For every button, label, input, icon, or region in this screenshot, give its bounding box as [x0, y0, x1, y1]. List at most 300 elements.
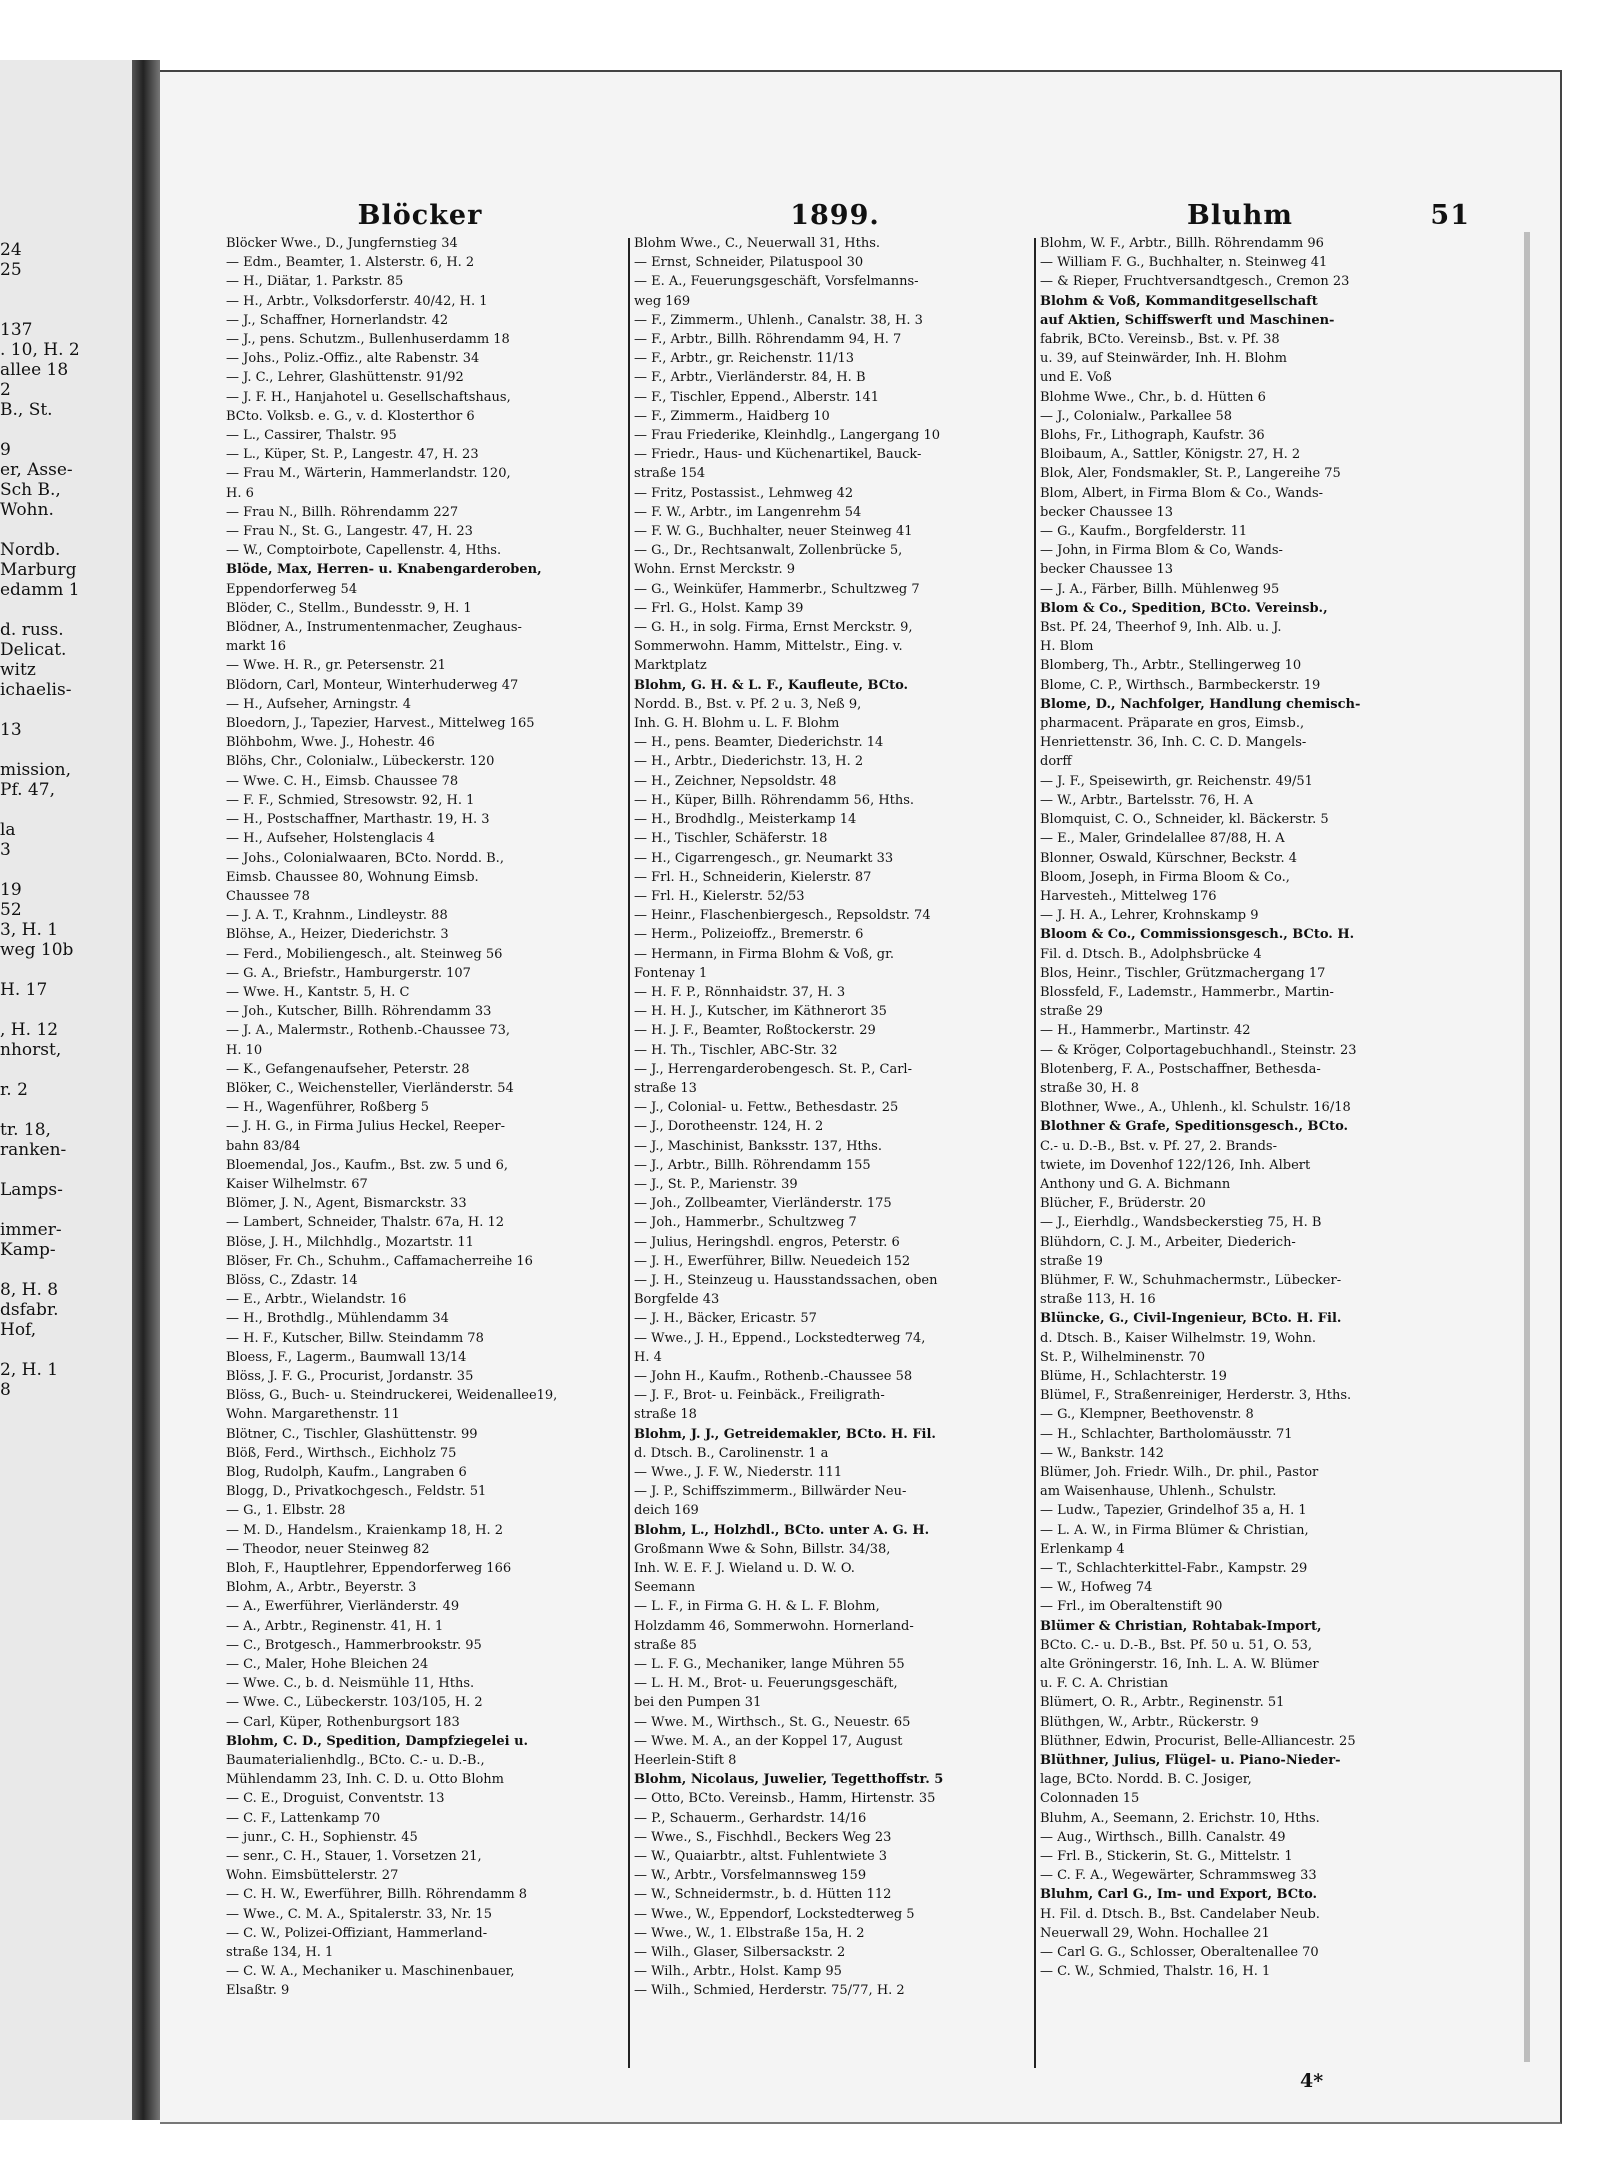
- directory-entry-line: Mühlendamm 23, Inh. C. D. u. Otto Blohm: [226, 1772, 505, 1788]
- facing-page-fragment: [0, 960, 132, 980]
- directory-entry-line: — H., Aufseher, Holstenglacis 4: [226, 831, 435, 847]
- facing-page-fragment: d. russ.: [0, 620, 64, 640]
- page-edge-shadow: [1524, 232, 1530, 2062]
- directory-entry-line: — J. F., Speisewirth, gr. Reichenstr. 49/51: [1040, 773, 1313, 789]
- directory-entry-line: — F., Arbtr., Billh. Röhrendamm 94, H. 7: [634, 332, 902, 348]
- directory-entry-line: Blomquist, C. O., Schneider, kl. Bäckerstr. 5: [1040, 812, 1329, 828]
- directory-entry-line: — Ludw., Tapezier, Grindelhof 35 a, H. 1: [1040, 1503, 1307, 1519]
- facing-page-fragment: edamm 1: [0, 580, 80, 600]
- directory-entry-line: Anthony und G. A. Bichmann: [1040, 1176, 1231, 1192]
- directory-entry-line: Blümel, F., Straßenreiniger, Herderstr. 3, Hths.: [1040, 1388, 1352, 1404]
- directory-entry-line: Blöss, J. F. G., Procurist, Jordanstr. 35: [226, 1368, 474, 1384]
- directory-entry-line: — G., Weinküfer, Hammerbr., Schultzweg 7: [634, 581, 920, 597]
- directory-entry-line: — & Kröger, Colportagebuchhandl., Steinstr. 23: [1040, 1042, 1357, 1058]
- directory-entry-line: — Ernst, Schneider, Pilatuspool 30: [634, 255, 864, 271]
- directory-entry-line: — J., pens. Schutzm., Bullenhuserdamm 18: [226, 332, 510, 348]
- directory-entry-line: Blümer, Joh. Friedr. Wilh., Dr. phil., Pastor: [1040, 1465, 1319, 1480]
- directory-entry-line: Blücher, F., Brüderstr. 20: [1040, 1196, 1206, 1212]
- facing-page-fragment: Delicat.: [0, 640, 67, 660]
- directory-entry-line: Blonner, Oswald, Kürschner, Beckstr. 4: [1040, 850, 1298, 866]
- directory-entry-line: — H., Hammerbr., Martinstr. 42: [1040, 1023, 1251, 1039]
- facing-page-fragment: allee 18: [0, 360, 69, 380]
- directory-entry-line: — L., Cassirer, Thalstr. 95: [226, 428, 397, 444]
- directory-entry-line: — H., Wagenführer, Roßberg 5: [226, 1100, 430, 1116]
- directory-entry-line: — Wwe. H., Kantstr. 5, H. C: [226, 984, 410, 1000]
- directory-entry-line: — F., Arbtr., gr. Reichenstr. 11/13: [634, 351, 854, 367]
- directory-entry-line: Blöhs, Chr., Colonialw., Lübeckerstr. 120: [226, 754, 495, 770]
- directory-entry-line: — Edm., Beamter, 1. Alsterstr. 6, H. 2: [226, 255, 475, 271]
- facing-page-fragment: [0, 1160, 132, 1180]
- directory-entry-line: lage, BCto. Nordd. B. C. Josiger,: [1040, 1772, 1252, 1788]
- directory-entry-line: bei den Pumpen 31: [634, 1695, 762, 1711]
- directory-entry-line: Wohn. Eimsbüttelerstr. 27: [226, 1868, 399, 1884]
- directory-entry-line: — F., Tischler, Eppend., Alberstr. 141: [634, 389, 880, 405]
- facing-page-fragment: Marburg: [0, 560, 77, 580]
- directory-entry-line: am Waisenhause, Uhlenh., Schulstr.: [1040, 1484, 1277, 1500]
- directory-entry-line: — John, in Firma Blom & Co, Wands-: [1040, 543, 1283, 559]
- directory-entry-line: — Ferd., Mobiliengesch., alt. Steinweg 56: [226, 946, 503, 962]
- directory-entry-line: Eppendorferweg 54: [226, 581, 358, 597]
- directory-entry-line: Blog, Rudolph, Kaufm., Langraben 6: [226, 1465, 467, 1480]
- directory-entry-line: — W., Comptoirbote, Capellenstr. 4, Hths.: [226, 543, 502, 559]
- directory-entry-line: Blödorn, Carl, Monteur, Winterhuderweg 47: [226, 677, 519, 693]
- directory-entry-line: — H., Tischler, Schäferstr. 18: [634, 831, 828, 847]
- directory-entry-line: BCto. C.- u. D.-B., Bst. Pf. 50 u. 51, O. 53,: [1040, 1637, 1313, 1653]
- directory-entry-line: — Wwe. C., Lübeckerstr. 103/105, H. 2: [226, 1695, 483, 1711]
- directory-entry-line: — Wwe. M. A., an der Koppel 17, August: [634, 1733, 903, 1749]
- directory-entry-line: Bluhm, A., Seemann, 2. Erichstr. 10, Hths.: [1040, 1810, 1320, 1826]
- directory-entry-line: — J. P., Schiffszimmerm., Billwärder Neu-: [634, 1484, 907, 1500]
- directory-entry-line: — junr., C. H., Sophienstr. 45: [226, 1829, 418, 1845]
- directory-entry-line: Blöde, Max, Herren- u. Knabengarderoben,: [226, 562, 542, 578]
- facing-page-fragment: [0, 1060, 132, 1080]
- facing-page-fragment: 2: [0, 380, 11, 400]
- directory-entry-line: Seemann: [634, 1580, 696, 1596]
- directory-column-3: [1040, 234, 1442, 1981]
- directory-entry-line: — Wwe. M., Wirthsch., St. G., Neuestr. 65: [634, 1714, 911, 1730]
- directory-entry-line: — Frau N., St. G., Langestr. 47, H. 23: [226, 524, 473, 540]
- directory-entry-line: — W., Arbtr., Vorsfelmannsweg 159: [634, 1868, 867, 1884]
- directory-entry-line: Chaussee 78: [226, 888, 310, 904]
- directory-entry-line: Blossfeld, F., Lademstr., Hammerbr., Martin-: [1040, 984, 1334, 1000]
- directory-entry-line: Blöker, C., Weichensteller, Vierländerstr. 54: [226, 1080, 514, 1096]
- facing-page-fragment: B., St.: [0, 400, 53, 420]
- directory-entry-line: Kaiser Wilhelmstr. 67: [226, 1176, 368, 1192]
- directory-entry-line: straße 13: [634, 1080, 697, 1096]
- directory-entry-line: Marktplatz: [634, 658, 707, 674]
- directory-entry-line: H. 4: [634, 1349, 662, 1365]
- directory-entry-line: — Joh., Hammerbr., Schultzweg 7: [634, 1215, 857, 1231]
- directory-entry-line: — Carl G. G., Schlosser, Oberaltenallee 70: [1040, 1945, 1319, 1961]
- directory-entry-line: — J. H., Steinzeug u. Hausstandssachen, oben: [634, 1272, 938, 1288]
- directory-entry-line: Blöse, J. H., Milchhdlg., Mozartstr. 11: [226, 1234, 474, 1250]
- directory-entry-line: Nordd. B., Bst. v. Pf. 2 u. 3, Neß 9,: [634, 696, 862, 712]
- directory-entry-line: — G. H., in solg. Firma, Ernst Merckstr. 9,: [634, 620, 913, 636]
- directory-entry-line: — Frau Friederike, Kleinhdlg., Langergang 10: [634, 428, 941, 444]
- directory-entry-line: Bloom, Joseph, in Firma Bloom & Co.,: [1040, 869, 1290, 885]
- directory-entry-line: — G., Dr., Rechtsanwalt, Zollenbrücke 5,: [634, 543, 903, 559]
- directory-entry-line: — J. F., Brot- u. Feinbäck., Freiligrath-: [634, 1388, 885, 1404]
- directory-entry-line: BCto. Volksb. e. G., v. d. Klosterthor 6: [226, 408, 475, 424]
- directory-entry-line: — Heinr., Flaschenbiergesch., Repsoldstr. 74: [634, 908, 931, 924]
- directory-entry-line: — J., Colonialw., Parkallee 58: [1040, 408, 1233, 424]
- directory-entry-line: — H. F. P., Rönnhaidstr. 37, H. 3: [634, 984, 846, 1000]
- facing-page-fragment: 2, H. 1: [0, 1360, 59, 1380]
- directory-entry-line: d. Dtsch. B., Kaiser Wilhelmstr. 19, Wohn.: [1040, 1330, 1317, 1346]
- directory-entry-line: — J. A., Malermstr., Rothenb.-Chaussee 73,: [226, 1023, 511, 1039]
- directory-entry-line: straße 134, H. 1: [226, 1945, 334, 1961]
- directory-entry-line: Bloibaum, A., Sattler, Königstr. 27, H. 2: [1040, 447, 1301, 463]
- directory-entry-line: Borgfelde 43: [634, 1292, 720, 1308]
- directory-entry-line: — Wwe., J. H., Eppend., Lockstedterweg 74,: [634, 1330, 926, 1346]
- directory-entry-line: Blom & Co., Spedition, BCto. Vereinsb.,: [1040, 600, 1328, 616]
- header-year: 1899.: [790, 200, 880, 231]
- directory-entry-line: Blöhbohm, Wwe. J., Hohestr. 46: [226, 735, 435, 751]
- directory-entry-line: pharmacent. Präparate en gros, Eimsb.,: [1040, 716, 1305, 732]
- directory-entry-line: u. 39, auf Steinwärder, Inh. H. Blohm: [1040, 351, 1288, 367]
- directory-entry-line: — Wwe., C. M. A., Spitalerstr. 33, Nr. 15: [226, 1906, 492, 1922]
- directory-entry-line: Blüthner, Julius, Flügel- u. Piano-Nieder-: [1040, 1753, 1341, 1769]
- directory-entry-line: Blöss, C., Zdastr. 14: [226, 1272, 358, 1288]
- header-right-keyword: Bluhm: [1187, 200, 1293, 231]
- directory-entry-line: Blühmer, F. W., Schuhmachermstr., Lübecker-: [1040, 1272, 1342, 1288]
- directory-entry-line: — Wwe., S., Fischhdl., Beckers Weg 23: [634, 1829, 892, 1845]
- directory-entry-line: Blömer, J. N., Agent, Bismarckstr. 33: [226, 1196, 467, 1212]
- directory-entry-line: — H., Brodhdlg., Meisterkamp 14: [634, 812, 857, 828]
- directory-entry-line: — C. E., Droguist, Conventstr. 13: [226, 1791, 445, 1807]
- directory-entry-line: H. 6: [226, 485, 254, 501]
- facing-page-fragment: Wohn.: [0, 500, 54, 520]
- facing-page-fragment: Hof,: [0, 1320, 37, 1340]
- directory-entry-line: — H., Zeichner, Nepsoldstr. 48: [634, 773, 837, 789]
- directory-entry-line: — Wilh., Arbtr., Holst. Kamp 95: [634, 1964, 842, 1980]
- directory-entry-line: — M. D., Handelsm., Kraienkamp 18, H. 2: [226, 1522, 504, 1538]
- directory-entry-line: Blüme, H., Schlachterstr. 19: [1040, 1368, 1227, 1384]
- directory-entry-line: straße 19: [1040, 1253, 1103, 1269]
- directory-entry-line: H. 10: [226, 1042, 263, 1058]
- directory-entry-line: St. P., Wilhelminenstr. 70: [1040, 1349, 1205, 1365]
- directory-entry-line: Blöhse, A., Heizer, Diederichstr. 3: [226, 927, 449, 943]
- directory-entry-line: deich 169: [634, 1503, 699, 1519]
- directory-entry-line: — Theodor, neuer Steinweg 82: [226, 1541, 430, 1557]
- directory-entry-line: — P., Schauerm., Gerhardstr. 14/16: [634, 1810, 867, 1826]
- directory-entry-line: Blok, Aler, Fondsmakler, St. P., Langereihe 75: [1040, 466, 1341, 482]
- directory-entry-line: — F., Zimmerm., Haidberg 10: [634, 408, 830, 424]
- directory-entry-line: twiete, im Dovenhof 122/126, Inh. Albert: [1040, 1157, 1311, 1173]
- directory-entry-line: — W., Schneidermstr., b. d. Hütten 112: [634, 1887, 892, 1903]
- directory-entry-line: Erlenkamp 4: [1040, 1541, 1125, 1557]
- directory-entry-line: Blohm, Nicolaus, Juwelier, Tegetthoffstr. 5: [634, 1772, 944, 1788]
- directory-entry-line: — H., Cigarrengesch., gr. Neumarkt 33: [634, 850, 894, 866]
- directory-entry-line: — G., 1. Elbstr. 28: [226, 1503, 346, 1519]
- directory-entry-line: — F. F., Schmied, Stresowstr. 92, H. 1: [226, 792, 475, 808]
- directory-column-1: [226, 234, 628, 2001]
- directory-entry-line: — William F. G., Buchhalter, n. Steinweg 41: [1040, 255, 1328, 271]
- directory-entry-line: Blödner, A., Instrumentenmacher, Zeughaus-: [226, 620, 522, 636]
- facing-page-fragment: 137: [0, 320, 33, 340]
- directory-entry-line: Blöcker Wwe., D., Jungfernstieg 34: [226, 236, 458, 251]
- directory-entry-line: — J. H., Ewerführer, Billw. Neuedeich 152: [634, 1253, 911, 1269]
- directory-entry-line: — Frau N., Billh. Röhrendamm 227: [226, 504, 459, 520]
- directory-entry-line: — Wwe. C., b. d. Neismühle 11, Hths.: [226, 1676, 475, 1692]
- directory-entry-line: Blothner, Wwe., A., Uhlenh., kl. Schulstr. 16/18: [1040, 1100, 1351, 1116]
- directory-entry-line: Heerlein-Stift 8: [634, 1753, 737, 1769]
- facing-page-fragment: 9: [0, 440, 11, 460]
- facing-page-fragment: [0, 700, 132, 720]
- facing-page-fragment: Sch B.,: [0, 480, 61, 500]
- facing-page-fragment: [0, 1260, 132, 1280]
- directory-entry-line: straße 154: [634, 466, 706, 482]
- directory-entry-line: Blohm, A., Arbtr., Beyerstr. 3: [226, 1580, 417, 1596]
- directory-entry-line: — Frl. B., Stickerin, St. G., Mittelstr. 1: [1040, 1849, 1293, 1865]
- directory-entry-line: — L. F., in Firma G. H. & L. F. Blohm,: [634, 1599, 880, 1615]
- facing-page-fragment: 52: [0, 900, 22, 920]
- directory-entry-line: — L., Küper, St. P., Langestr. 47, H. 23: [226, 447, 479, 463]
- directory-entry-line: — F., Zimmerm., Uhlenh., Canalstr. 38, H. 3: [634, 312, 923, 328]
- directory-entry-line: — J., Arbtr., Billh. Röhrendamm 155: [634, 1157, 871, 1173]
- directory-entry-line: Blohm, J. J., Getreidemakler, BCto. H. Fil.: [634, 1426, 936, 1442]
- directory-entry-line: — L. F. G., Mechaniker, lange Mühren 55: [634, 1657, 905, 1673]
- book-spine: [132, 60, 160, 2120]
- directory-entry-line: Baumaterialienhdlg., BCto. C.- u. D.-B.,: [226, 1753, 485, 1769]
- column-rule-1: [628, 238, 630, 2068]
- facing-page-fragment: [0, 800, 132, 820]
- directory-entry-line: Blümert, O. R., Arbtr., Reginenstr. 51: [1040, 1695, 1285, 1711]
- facing-page-fragment: weg 10b: [0, 940, 74, 960]
- facing-page-fragment: ranken-: [0, 1140, 67, 1160]
- directory-entry-line: — Wwe., W., Eppendorf, Lockstedterweg 5: [634, 1906, 915, 1922]
- facing-page-fragment: [0, 1340, 132, 1360]
- directory-entry-line: — E., Arbtr., Wielandstr. 16: [226, 1292, 407, 1308]
- directory-column-2: [634, 234, 1036, 2001]
- directory-entry-line: Blothner & Grafe, Speditionsgesch., BCto.: [1040, 1119, 1349, 1135]
- directory-entry-line: — E. A., Feuerungsgeschäft, Vorsfelmanns-: [634, 274, 919, 290]
- facing-page-fragments: [0, 240, 132, 1400]
- directory-entry-line: — F. W. G., Buchhalter, neuer Steinweg 41: [634, 524, 913, 540]
- page-number: 51: [1430, 200, 1470, 231]
- directory-entry-line: Blos, Heinr., Tischler, Grützmachergang 17: [1040, 965, 1326, 981]
- directory-entry-line: — W., Bankstr. 142: [1040, 1445, 1164, 1461]
- facing-page-fragment: [0, 520, 132, 540]
- directory-entry-line: fabrik, BCto. Vereinsb., Bst. v. Pf. 38: [1040, 332, 1280, 348]
- facing-page-fragment: 13: [0, 720, 22, 740]
- directory-entry-line: Bloh, F., Hauptlehrer, Eppendorferweg 166: [226, 1561, 512, 1577]
- directory-entry-line: Fontenay 1: [634, 965, 708, 981]
- directory-entry-line: weg 169: [634, 293, 691, 309]
- directory-entry-line: — T., Schlachterkittel-Fabr., Kampstr. 29: [1040, 1561, 1308, 1577]
- directory-entry-line: — C. H. W., Ewerführer, Billh. Röhrendamm 8: [226, 1887, 528, 1903]
- directory-entry-line: — Julius, Heringshdl. engros, Peterstr. 6: [634, 1234, 900, 1250]
- directory-entry-line: — H., Diätar, 1. Parkstr. 85: [226, 274, 404, 290]
- directory-entry-line: — Frl. H., Kielerstr. 52/53: [634, 888, 805, 904]
- directory-entry-line: Blöß, Ferd., Wirthsch., Eichholz 75: [226, 1445, 457, 1461]
- facing-page-fragment: nhorst,: [0, 1040, 62, 1060]
- directory-entry-line: — J. H. A., Lehrer, Krohnskamp 9: [1040, 908, 1259, 924]
- directory-entry-line: — K., Gefangenaufseher, Peterstr. 28: [226, 1061, 470, 1077]
- directory-entry-line: Blümer & Christian, Rohtabak-Import,: [1040, 1618, 1322, 1634]
- directory-entry-line: — J., Herrengarderobengesch. St. P., Carl-: [634, 1061, 912, 1077]
- facing-page-fragment: tr. 18,: [0, 1120, 51, 1140]
- facing-page-fragment: Lamps-: [0, 1180, 63, 1200]
- directory-entry-line: — Friedr., Haus- und Küchenartikel, Bauck-: [634, 447, 922, 463]
- directory-entry-line: markt 16: [226, 639, 287, 655]
- directory-entry-line: — W., Arbtr., Bartelsstr. 76, H. A: [1040, 792, 1253, 808]
- directory-entry-line: — Wwe. H. R., gr. Petersenstr. 21: [226, 658, 446, 674]
- directory-entry-line: Inh. W. E. F. J. Wieland u. D. W. O.: [634, 1561, 855, 1577]
- directory-entry-line: H. Fil. d. Dtsch. B., Bst. Candelaber Neub.: [1040, 1906, 1320, 1922]
- directory-entry-line: C.- u. D.-B., Bst. v. Pf. 27, 2. Brands-: [1040, 1138, 1277, 1154]
- facing-page-fragment: la: [0, 820, 16, 840]
- directory-entry-line: — C. F., Lattenkamp 70: [226, 1810, 381, 1826]
- facing-page-fragment: dsfabr.: [0, 1300, 59, 1320]
- directory-entry-line: — Fritz, Postassist., Lehmweg 42: [634, 485, 854, 501]
- directory-entry-line: — C. W., Schmied, Thalstr. 16, H. 1: [1040, 1964, 1271, 1980]
- directory-entry-line: — C. F. A., Wegewärter, Schrammsweg 33: [1040, 1868, 1317, 1884]
- directory-entry-line: — J. H. G., in Firma Julius Heckel, Reeper-: [226, 1119, 505, 1135]
- directory-entry-line: straße 29: [1040, 1004, 1103, 1020]
- directory-entry-line: Großmann Wwe & Sohn, Billstr. 34/38,: [634, 1541, 891, 1557]
- directory-entry-line: Bst. Pf. 24, Theerhof 9, Inh. Alb. u. J.: [1040, 620, 1282, 636]
- directory-entry-line: Blohm, C. D., Spedition, Dampfziegelei u.: [226, 1733, 529, 1749]
- facing-page-fragment: [0, 1000, 132, 1020]
- directory-entry-line: Fil. d. Dtsch. B., Adolphsbrücke 4: [1040, 946, 1262, 962]
- facing-page-fragment: [0, 280, 132, 300]
- directory-entry-line: Bloedorn, J., Tapezier, Harvest., Mittelweg 165: [226, 716, 535, 732]
- directory-entry-line: Blohm, W. F., Arbtr., Billh. Röhrendamm 96: [1040, 236, 1324, 251]
- directory-entry-line: straße 113, H. 16: [1040, 1292, 1156, 1308]
- directory-entry-line: — Frl. H., Schneiderin, Kielerstr. 87: [634, 869, 872, 885]
- directory-entry-line: — Frl., im Oberaltenstift 90: [1040, 1599, 1223, 1615]
- signature-mark: 4*: [1300, 2070, 1324, 2092]
- directory-entry-line: — F., Arbtr., Vierländerstr. 84, H. B: [634, 370, 866, 386]
- directory-entry-line: — Otto, BCto. Vereinsb., Hamm, Hirtenstr. 35: [634, 1791, 936, 1807]
- directory-entry-line: Bloom & Co., Commissionsgesch., BCto. H.: [1040, 927, 1355, 943]
- directory-entry-line: auf Aktien, Schiffswerft und Maschinen-: [1040, 312, 1335, 328]
- directory-entry-line: — Frau M., Wärterin, Hammerlandstr. 120,: [226, 466, 511, 482]
- facing-page-fragment: [0, 300, 132, 320]
- directory-entry-line: Henriettenstr. 36, Inh. C. C. D. Mangels-: [1040, 735, 1307, 751]
- directory-entry-line: — C. W. A., Mechaniker u. Maschinenbauer,: [226, 1964, 515, 1980]
- facing-page-fragment: [0, 420, 132, 440]
- directory-entry-line: bahn 83/84: [226, 1138, 301, 1154]
- directory-entry-line: — J. H., Bäcker, Ericastr. 57: [634, 1311, 817, 1327]
- facing-page-fragment: [0, 1200, 132, 1220]
- directory-entry-line: straße 85: [634, 1637, 697, 1653]
- facing-page-fragment: 24: [0, 240, 22, 260]
- directory-entry-line: Bloemendal, Jos., Kaufm., Bst. zw. 5 und 6,: [226, 1157, 509, 1173]
- directory-entry-line: Blome, D., Nachfolger, Handlung chemisch-: [1040, 696, 1361, 712]
- directory-entry-line: — L. A. W., in Firma Blümer & Christian,: [1040, 1522, 1309, 1538]
- facing-page-fragment: witz: [0, 660, 36, 680]
- directory-entry-line: Blohm & Voß, Kommanditgesellschaft: [1040, 293, 1318, 309]
- directory-entry-line: — J., Maschinist, Banksstr. 137, Hths.: [634, 1138, 882, 1154]
- directory-entry-line: — Joh., Kutscher, Billh. Röhrendamm 33: [226, 1004, 492, 1020]
- directory-entry-line: alte Gröningerstr. 16, Inh. L. A. W. Blümer: [1040, 1657, 1319, 1673]
- directory-entry-line: — J., Eierhdlg., Wandsbeckerstieg 75, H. B: [1040, 1215, 1322, 1231]
- facing-page-fragment: Pf. 47,: [0, 780, 55, 800]
- directory-entry-line: — H., pens. Beamter, Diederichstr. 14: [634, 735, 884, 751]
- directory-entry-line: Bluhm, Carl G., Im- und Export, BCto.: [1040, 1887, 1318, 1903]
- facing-page-fragment: er, Asse-: [0, 460, 73, 480]
- directory-entry-line: Blüthner, Edwin, Procurist, Belle-Alliancestr. 25: [1040, 1733, 1356, 1749]
- facing-page-fragment: mission,: [0, 760, 72, 780]
- facing-page-fragment: 8, H. 8: [0, 1280, 59, 1300]
- facing-page-fragment: H. 17: [0, 980, 48, 1000]
- directory-entry-line: — Johs., Poliz.-Offiz., alte Rabenstr. 34: [226, 351, 480, 367]
- facing-page-fragment: r. 2: [0, 1080, 28, 1100]
- directory-entry-line: — C., Brotgesch., Hammerbrookstr. 95: [226, 1637, 482, 1653]
- directory-entry-line: Eimsb. Chaussee 80, Wohnung Eimsb.: [226, 869, 479, 885]
- directory-entry-line: Inh. G. H. Blohm u. L. F. Blohm: [634, 716, 840, 732]
- directory-entry-line: — G., Kaufm., Borgfelderstr. 11: [1040, 524, 1248, 540]
- directory-entry-line: — Herm., Polizeioffz., Bremerstr. 6: [634, 927, 864, 943]
- directory-entry-line: Blohs, Fr., Lithograph, Kaufstr. 36: [1040, 428, 1265, 444]
- facing-page-fragment: 8: [0, 1380, 11, 1400]
- directory-entry-line: — J. A., Färber, Billh. Mühlenweg 95: [1040, 581, 1280, 597]
- facing-page-fragment: 25: [0, 260, 22, 280]
- directory-entry-line: — H. H. J., Kutscher, im Käthnerort 35: [634, 1004, 887, 1020]
- facing-page-fragment: 3: [0, 840, 11, 860]
- directory-entry-line: Blöss, G., Buch- u. Steindruckerei, Weidenallee19,: [226, 1388, 558, 1404]
- directory-entry-line: Harvesteh., Mittelweg 176: [1040, 888, 1217, 904]
- directory-entry-line: u. F. C. A. Christian: [1040, 1676, 1169, 1692]
- directory-entry-line: — C., Maler, Hohe Bleichen 24: [226, 1657, 429, 1673]
- facing-page-paper: [0, 60, 132, 2120]
- directory-entry-line: — Wilh., Glaser, Silbersackstr. 2: [634, 1945, 846, 1961]
- directory-entry-line: — H. J. F., Beamter, Roßtockerstr. 29: [634, 1023, 876, 1039]
- directory-entry-line: straße 30, H. 8: [1040, 1080, 1140, 1096]
- directory-entry-line: — C. W., Polizei-Offiziant, Hammerland-: [226, 1925, 488, 1941]
- directory-entry-line: — H. F., Kutscher, Billw. Steindamm 78: [226, 1330, 484, 1346]
- facing-page-fragment: ichaelis-: [0, 680, 72, 700]
- directory-entry-line: d. Dtsch. B., Carolinenstr. 1 a: [634, 1445, 829, 1461]
- directory-entry-line: — Wilh., Schmied, Herderstr. 75/77, H. 2: [634, 1983, 905, 1999]
- directory-entry-line: Neuerwall 29, Wohn. Hochallee 21: [1040, 1925, 1270, 1941]
- facing-page-fragment: [0, 740, 132, 760]
- directory-entry-line: — L. H. M., Brot- u. Feuerungsgeschäft,: [634, 1676, 898, 1692]
- directory-entry-line: — H., Küper, Billh. Röhrendamm 56, Hths.: [634, 792, 915, 808]
- directory-entry-line: — Hermann, in Firma Blohm & Voß, gr.: [634, 946, 895, 962]
- directory-entry-line: straße 18: [634, 1407, 697, 1423]
- facing-page-edge: [0, 60, 152, 2120]
- directory-entry-line: Blöser, Fr. Ch., Schuhm., Caffamacherreihe 16: [226, 1253, 533, 1269]
- directory-entry-line: becker Chaussee 13: [1040, 504, 1174, 520]
- facing-page-fragment: Nordb.: [0, 540, 61, 560]
- directory-entry-line: — E., Maler, Grindelallee 87/88, H. A: [1040, 831, 1285, 847]
- directory-entry-line: Bloess, F., Lagerm., Baumwall 13/14: [226, 1349, 467, 1365]
- directory-entry-line: — J., Dorotheenstr. 124, H. 2: [634, 1119, 824, 1135]
- directory-entry-line: — G. A., Briefstr., Hamburgerstr. 107: [226, 965, 471, 981]
- directory-entry-line: Blohme Wwe., Chr., b. d. Hütten 6: [1040, 389, 1266, 405]
- directory-entry-line: — Lambert, Schneider, Thalstr. 67a, H. 12: [226, 1215, 505, 1231]
- directory-entry-line: Blohm, L., Holzhdl., BCto. unter A. G. H.: [634, 1522, 930, 1538]
- directory-entry-line: Blöder, C., Stellm., Bundesstr. 9, H. 1: [226, 600, 472, 616]
- directory-entry-line: — J. C., Lehrer, Glashüttenstr. 91/92: [226, 370, 464, 386]
- facing-page-fragment: , H. 12: [0, 1020, 59, 1040]
- directory-entry-line: Blomberg, Th., Arbtr., Stellingerweg 10: [1040, 658, 1302, 674]
- directory-entry-line: Wohn. Ernst Merckstr. 9: [634, 562, 796, 578]
- directory-entry-line: Wohn. Margarethenstr. 11: [226, 1407, 400, 1423]
- facing-page-fragment: immer-: [0, 1220, 62, 1240]
- directory-entry-line: Sommerwohn. Hamm, Mittelstr., Eing. v.: [634, 639, 903, 655]
- facing-page-fragment: [0, 1100, 132, 1120]
- directory-entry-line: — Frl. G., Holst. Kamp 39: [634, 600, 804, 616]
- directory-entry-line: — Aug., Wirthsch., Billh. Canalstr. 49: [1040, 1829, 1286, 1845]
- directory-entry-line: — H. Th., Tischler, ABC-Str. 32: [634, 1042, 838, 1058]
- directory-entry-line: Blüthgen, W., Arbtr., Rückerstr. 9: [1040, 1714, 1259, 1730]
- facing-page-fragment: Kamp-: [0, 1240, 56, 1260]
- directory-entry-line: — A., Ewerführer, Vierländerstr. 49: [226, 1599, 460, 1615]
